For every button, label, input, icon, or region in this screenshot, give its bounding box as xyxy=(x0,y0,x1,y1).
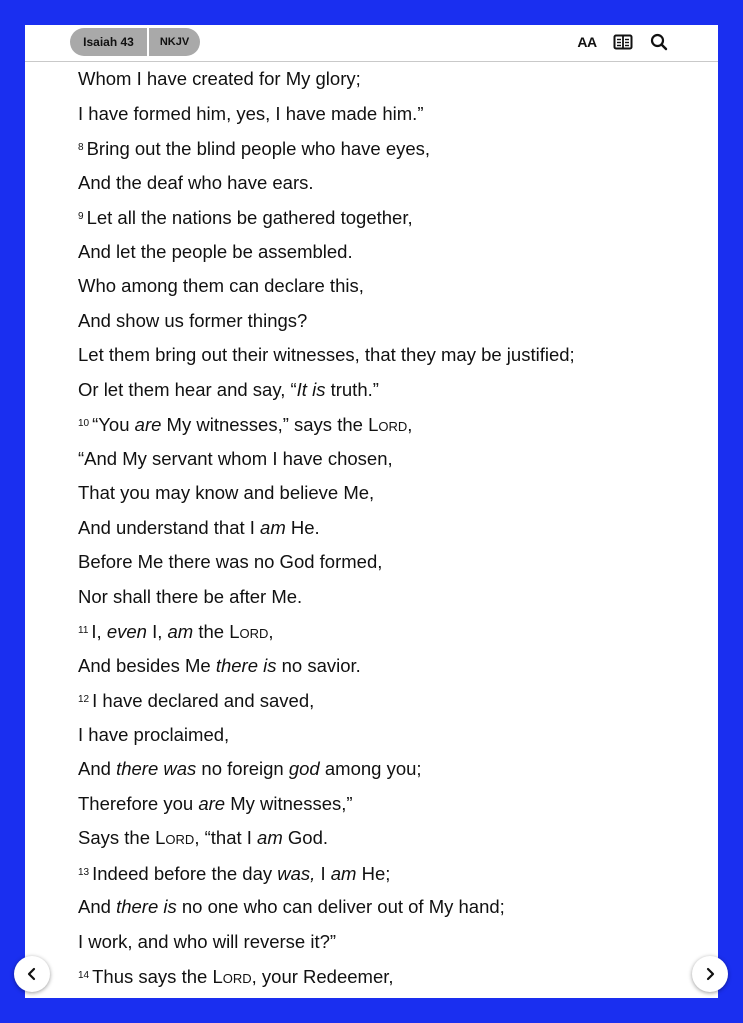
verse-text: Lord xyxy=(212,966,252,987)
verse-text: am xyxy=(257,827,283,848)
verse-text: I xyxy=(315,862,331,884)
book-chapter-button[interactable]: Isaiah 43 xyxy=(83,35,134,49)
verse-text: there is xyxy=(215,654,277,676)
verse-number: 11 xyxy=(78,625,89,636)
verse-text: He. xyxy=(285,516,320,538)
verse-text: Before Me there was no God formed, xyxy=(78,551,383,572)
verse-text: the xyxy=(193,621,230,642)
verse-line xyxy=(78,235,698,270)
verse-text: no one who can deliver out of My hand; xyxy=(176,896,505,917)
toolbar xyxy=(576,31,670,53)
verse-text: , “that I xyxy=(194,827,258,848)
verse-line xyxy=(78,856,698,891)
verse-line xyxy=(78,269,698,304)
verse-text: no foreign xyxy=(196,758,289,779)
verse-line xyxy=(78,338,698,373)
verse-text: am xyxy=(330,862,357,884)
top-bar xyxy=(25,25,718,62)
verse-text: Let them bring out their witnesses, that they may be justified; xyxy=(78,344,575,365)
verse-text: Thus says the xyxy=(92,966,213,987)
verse-line xyxy=(78,925,698,960)
verse-line xyxy=(78,62,698,97)
verse-line xyxy=(78,718,698,753)
verse-number: 10 xyxy=(78,418,90,429)
verse-line xyxy=(78,752,698,787)
verse-text: Or let them hear and say, “ xyxy=(78,378,297,400)
verse-text: I have declared and saved, xyxy=(92,690,315,711)
verse-text: And the deaf who have ears. xyxy=(78,171,314,193)
verse-line xyxy=(78,200,698,235)
verse-line xyxy=(78,511,698,546)
verse-text: Whom I have created for My glory; xyxy=(78,68,361,89)
verse-line xyxy=(78,649,698,684)
verse-line xyxy=(78,787,698,822)
verse-text: no savior. xyxy=(276,654,361,676)
verse-line xyxy=(78,131,698,166)
verse-text: That you may know and believe Me, xyxy=(78,482,375,503)
verse-text: I work, and who will reverse it?” xyxy=(78,930,337,952)
verse-text: , xyxy=(407,414,413,435)
verse-text: I have formed him, yes, I have made him.” xyxy=(78,102,424,124)
verse-text: Let all the nations be gathered together, xyxy=(86,207,413,228)
verse-line xyxy=(78,683,698,718)
verse-line xyxy=(78,373,698,408)
search-icon[interactable] xyxy=(648,31,670,53)
verse-line xyxy=(78,166,698,201)
verse-text: am xyxy=(167,621,194,642)
verse-text: It is xyxy=(296,378,326,400)
verse-text: Therefore you xyxy=(78,792,199,814)
verse-text: there was xyxy=(116,758,197,779)
verse-line xyxy=(78,97,698,132)
verse-number: 13 xyxy=(78,866,90,878)
verse-text: truth.” xyxy=(325,378,379,400)
verse-text: And xyxy=(78,896,117,917)
verse-text: there is xyxy=(116,896,177,917)
verse-text: God. xyxy=(282,827,328,848)
verse-text: My witnesses,” says the xyxy=(161,414,369,435)
verse-text: god xyxy=(288,758,320,779)
verse-text: And understand that I xyxy=(78,516,261,538)
verse-text: Says the xyxy=(78,827,156,848)
version-button[interactable]: NKJV xyxy=(159,36,190,48)
verse-number: 14 xyxy=(78,970,90,981)
verse-text: He; xyxy=(356,862,391,884)
verse-text: I have proclaimed, xyxy=(78,723,230,745)
verse-text: My witnesses,” xyxy=(225,792,353,814)
verse-line xyxy=(78,476,698,511)
verse-text: Bring out the blind people who have eyes, xyxy=(86,138,431,159)
verse-text: Lord xyxy=(155,827,195,848)
verse-text: “And My servant whom I have chosen, xyxy=(78,447,393,469)
font-size-label: AA xyxy=(577,34,597,50)
verse-text: , your Redeemer, xyxy=(251,966,394,987)
verse-line xyxy=(78,959,698,994)
reader-page xyxy=(25,25,718,998)
verse-text: even xyxy=(106,621,147,642)
font-size-icon[interactable] xyxy=(576,31,598,53)
verse-text: I, xyxy=(91,621,107,642)
verse-text: Nor shall there be after Me. xyxy=(78,585,303,607)
verse-number: 9 xyxy=(78,211,84,222)
passage-selector xyxy=(70,28,200,56)
verse-text: I, xyxy=(146,621,168,642)
chevron-left-icon[interactable] xyxy=(14,956,50,992)
verse-text: “You xyxy=(92,414,135,435)
verse-text: Lord xyxy=(229,621,269,642)
verse-line xyxy=(78,614,698,649)
verse-text: Lord xyxy=(368,414,408,435)
verse-number: 12 xyxy=(78,694,90,705)
verse-text: was, xyxy=(277,862,316,884)
scripture-text xyxy=(78,62,698,994)
verse-number: 8 xyxy=(78,142,84,153)
verse-text: Indeed before the day xyxy=(92,862,278,884)
verse-text: are xyxy=(198,792,226,814)
verse-line xyxy=(78,890,698,925)
verse-line xyxy=(78,442,698,477)
verse-line xyxy=(78,545,698,580)
verse-text: are xyxy=(134,414,162,435)
verse-line xyxy=(78,821,698,856)
verse-line xyxy=(78,407,698,442)
verse-text: am xyxy=(260,516,286,538)
reader-icon[interactable] xyxy=(612,31,634,53)
verse-text: , xyxy=(268,621,274,642)
verse-text: And let the people be assembled. xyxy=(78,240,353,262)
verse-line xyxy=(78,304,698,339)
verse-text: And xyxy=(78,758,117,779)
verse-text: And besides Me xyxy=(78,654,216,676)
chevron-right-icon[interactable] xyxy=(692,956,728,992)
verse-text: among you; xyxy=(319,758,422,779)
verse-line xyxy=(78,580,698,615)
verse-text: Who among them can declare this, xyxy=(78,275,364,296)
verse-text: And show us former things? xyxy=(78,309,308,331)
